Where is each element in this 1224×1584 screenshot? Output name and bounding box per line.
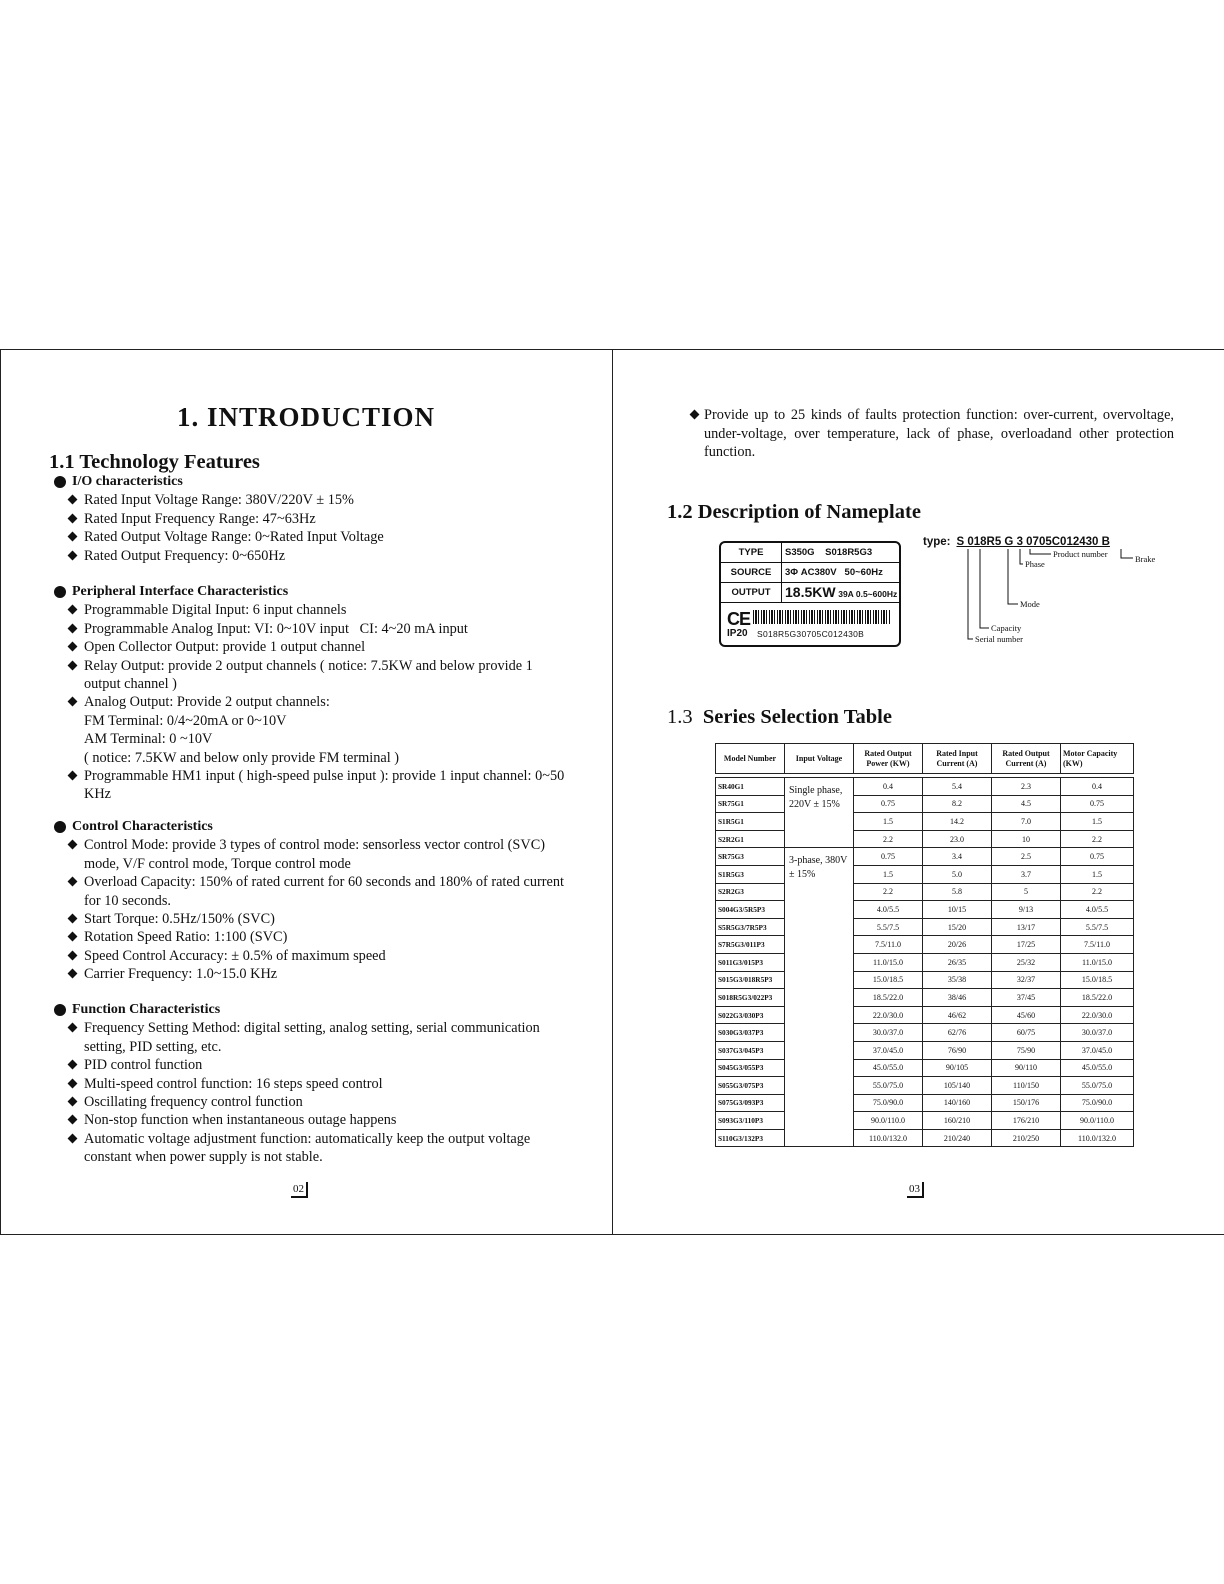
- cell-value: 90.0/110.0: [1061, 1112, 1134, 1130]
- cell-model: SR75G3: [716, 848, 785, 866]
- diamond-bullet-icon: [68, 840, 78, 850]
- cell-value: 176/210: [992, 1112, 1061, 1130]
- list-item: Carrier Frequency: 1.0~15.0 KHz: [52, 965, 572, 983]
- group-control: [52, 818, 572, 984]
- cell-value: 90.0/110.0: [854, 1112, 923, 1130]
- cell-value: 75.0/90.0: [854, 1094, 923, 1112]
- list-item: Analog Output: Provide 2 output channels:: [52, 693, 572, 711]
- cell-value: 110/150: [992, 1077, 1061, 1095]
- cell-value: 15/20: [923, 918, 992, 936]
- table-row: [716, 1041, 1134, 1059]
- nameplate-image: [719, 541, 901, 647]
- cell-value: 45.0/55.0: [854, 1059, 923, 1077]
- diamond-bullet-icon: [68, 1023, 78, 1033]
- list-item: Speed Control Accuracy: ± 0.5% of maximum speed: [52, 947, 572, 965]
- list-item: Automatic voltage adjustment function: automatically keep the output voltage constant when power supply is not stable.: [52, 1130, 572, 1167]
- cell-value: 4.0/5.5: [854, 901, 923, 919]
- cell-model: S1R5G3: [716, 865, 785, 883]
- cell-value: 160/210: [923, 1112, 992, 1130]
- list-item: Rated Output Frequency: 0~650Hz: [52, 547, 572, 565]
- list-item: Relay Output: provide 2 output channels ( notice: 7.5KW and below provide 1 output channel ): [52, 657, 572, 694]
- table-header-row: [716, 744, 1134, 774]
- cell-value: 22.0/30.0: [854, 1006, 923, 1024]
- cell-model: S045G3/055P3: [716, 1059, 785, 1077]
- cell-model: S5R5G3/7R5P3: [716, 918, 785, 936]
- bullet-dot-icon: [54, 821, 66, 833]
- list-item: Multi-speed control function: 16 steps speed control: [52, 1075, 572, 1093]
- diamond-bullet-icon: [68, 1078, 78, 1088]
- list-item: PID control function: [52, 1056, 572, 1074]
- table-row: [716, 1024, 1134, 1042]
- cell-value: 2.2: [854, 883, 923, 901]
- cell-value: 17/25: [992, 936, 1061, 954]
- group-io: [52, 473, 572, 565]
- cell-value: 4.0/5.5: [1061, 901, 1134, 919]
- cell-model: S011G3/015P3: [716, 953, 785, 971]
- col-header: Rated Input Current (A): [923, 744, 992, 774]
- table-row: [716, 971, 1134, 989]
- list-item: Non-stop function when instantaneous outage happens: [52, 1111, 572, 1129]
- diamond-bullet-icon: [68, 1060, 78, 1070]
- diamond-bullet-icon: [68, 969, 78, 979]
- list-item: Rated Input Frequency Range: 47~63Hz: [52, 510, 572, 528]
- diamond-bullet-icon: [68, 771, 78, 781]
- cell-value: 55.0/75.0: [1061, 1077, 1134, 1095]
- label-phase: Phase: [1025, 559, 1045, 569]
- cell-value: 0.75: [854, 795, 923, 813]
- diamond-bullet-icon: [68, 1115, 78, 1125]
- cell-value: 5.0: [923, 865, 992, 883]
- cell-value: 9/13: [992, 901, 1061, 919]
- diamond-bullet-icon: [68, 932, 78, 942]
- cell-value: 1.5: [1061, 813, 1134, 831]
- cell-value: 15.0/18.5: [1061, 971, 1134, 989]
- cell-value: 14.2: [923, 813, 992, 831]
- diamond-bullet-icon: [68, 697, 78, 707]
- nameplate-output-value: 18.5KW 39A 0.5~600Hz: [785, 584, 898, 600]
- cell-value: 45.0/55.0: [1061, 1059, 1134, 1077]
- bullet-dot-icon: [54, 476, 66, 488]
- left-page: [0, 350, 612, 1234]
- col-header: Motor Capacity (KW): [1061, 744, 1134, 774]
- type-code-diagram: [923, 536, 1163, 656]
- cell-value: 2.2: [854, 830, 923, 848]
- cell-value: 37/45: [992, 989, 1061, 1007]
- cell-value: 26/35: [923, 953, 992, 971]
- cell-model: S075G3/093P3: [716, 1094, 785, 1112]
- nameplate-type-label: TYPE: [721, 543, 782, 562]
- cell-value: 55.0/75.0: [854, 1077, 923, 1095]
- type-code-text: type: S 018R5 G 3 0705C012430 B: [923, 536, 1110, 548]
- label-mode: Mode: [1020, 599, 1040, 609]
- cell-value: 25/32: [992, 953, 1061, 971]
- diamond-bullet-icon: [68, 550, 78, 560]
- cell-value: 35/38: [923, 971, 992, 989]
- list-item: Programmable HM1 input ( high-speed pulse input ): provide 1 input channel: 0~50 KHz: [52, 767, 572, 804]
- cell-model: S093G3/110P3: [716, 1112, 785, 1130]
- cell-model: S004G3/5R5P3: [716, 901, 785, 919]
- table-row: [716, 936, 1134, 954]
- cell-model: S015G3/018R5P3: [716, 971, 785, 989]
- cell-value: 110.0/132.0: [1061, 1129, 1134, 1147]
- table-row: [716, 813, 1134, 831]
- cell-model: S110G3/132P3: [716, 1129, 785, 1147]
- cell-value: 18.5/22.0: [1061, 989, 1134, 1007]
- section-title-series-table: 1.3 Series Selection Table: [667, 706, 892, 728]
- cell-value: 37.0/45.0: [1061, 1041, 1134, 1059]
- col-header: Rated Output Current (A): [992, 744, 1061, 774]
- list-item: Open Collector Output: provide 1 output channel: [52, 638, 572, 656]
- table-row: [716, 848, 1134, 866]
- bullet-dot-icon: [54, 1004, 66, 1016]
- table-row: [716, 1006, 1134, 1024]
- cell-input-voltage: Single phase, 220V ± 15%: [785, 778, 854, 848]
- cell-value: 46/62: [923, 1006, 992, 1024]
- cell-value: 11.0/15.0: [1061, 953, 1134, 971]
- cell-value: 5: [992, 883, 1061, 901]
- cell-value: 45/60: [992, 1006, 1061, 1024]
- cell-value: 210/240: [923, 1129, 992, 1147]
- group-function: [52, 1001, 572, 1167]
- cell-value: 3.4: [923, 848, 992, 866]
- table-row: [716, 778, 1134, 796]
- cell-model: S022G3/030P3: [716, 1006, 785, 1024]
- label-product-number: Product number: [1053, 549, 1108, 559]
- section-title-nameplate: 1.2 Description of Nameplate: [667, 501, 921, 523]
- nameplate-output-label: OUTPUT: [721, 583, 782, 602]
- cell-value: 90/105: [923, 1059, 992, 1077]
- table-row: [716, 1059, 1134, 1077]
- cell-value: 7.5/11.0: [1061, 936, 1134, 954]
- cell-model: S2R2G1: [716, 830, 785, 848]
- table-row: [716, 883, 1134, 901]
- cell-model: SR75G1: [716, 795, 785, 813]
- cell-value: 32/37: [992, 971, 1061, 989]
- cell-value: 30.0/37.0: [1061, 1024, 1134, 1042]
- chapter-title: 1. INTRODUCTION: [176, 402, 436, 432]
- list-item: Programmable Analog Input: VI: 0~10V input CI: 4~20 mA input: [52, 620, 572, 638]
- diamond-bullet-icon: [68, 623, 78, 633]
- ce-mark-icon: CE: [727, 609, 751, 629]
- cell-value: 75/90: [992, 1041, 1061, 1059]
- list-item: Oscillating frequency control function: [52, 1093, 572, 1111]
- cell-model: S2R2G3: [716, 883, 785, 901]
- cell-value: 8.2: [923, 795, 992, 813]
- cell-value: 2.5: [992, 848, 1061, 866]
- bullet-dot-icon: [54, 586, 66, 598]
- cell-value: 150/176: [992, 1094, 1061, 1112]
- list-item: Frequency Setting Method: digital setting, analog setting, serial communication setting, PID setting, etc.: [52, 1019, 572, 1056]
- table-row: [716, 901, 1134, 919]
- diamond-bullet-icon: [690, 410, 700, 420]
- group-peripheral-title: Peripheral Interface Characteristics: [52, 583, 572, 601]
- analog-line: FM Terminal: 0/4~20mA or 0~10V: [84, 712, 287, 729]
- cell-value: 0.75: [854, 848, 923, 866]
- cell-value: 4.5: [992, 795, 1061, 813]
- cell-model: S7R5G3/011P3: [716, 936, 785, 954]
- group-function-title: Function Characteristics: [52, 1001, 572, 1019]
- nameplate-ip-rating: IP20: [727, 628, 748, 639]
- cell-model: S037G3/045P3: [716, 1041, 785, 1059]
- nameplate-source-value: 3Φ AC380V 50~60Hz: [785, 567, 883, 578]
- label-serial-number: Serial number: [975, 634, 1023, 644]
- cell-value: 1.5: [1061, 865, 1134, 883]
- list-item: Rated Output Voltage Range: 0~Rated Input Voltage: [52, 528, 572, 546]
- right-page: [613, 350, 1224, 1234]
- diamond-bullet-icon: [68, 605, 78, 615]
- cell-value: 0.75: [1061, 848, 1134, 866]
- cell-value: 2.2: [1061, 883, 1134, 901]
- col-header: Rated Output Power (KW): [854, 744, 923, 774]
- diamond-bullet-icon: [68, 642, 78, 652]
- section-title-technology-features: 1.1 Technology Features: [49, 451, 260, 473]
- diamond-bullet-icon: [68, 950, 78, 960]
- diamond-bullet-icon: [68, 532, 78, 542]
- cell-value: 76/90: [923, 1041, 992, 1059]
- table-row: [716, 1077, 1134, 1095]
- list-item: Rated Input Voltage Range: 380V/220V ± 15%: [52, 491, 572, 509]
- diamond-bullet-icon: [68, 495, 78, 505]
- analog-line: ( notice: 7.5KW and below only provide FM terminal ): [84, 749, 399, 766]
- cell-value: 5.5/7.5: [854, 918, 923, 936]
- cell-value: 0.4: [1061, 778, 1134, 796]
- list-item: Control Mode: provide 3 types of control mode: sensorless vector control (SVC) mode, V/F control mode, Torque control mode: [52, 836, 572, 873]
- table-row: [716, 953, 1134, 971]
- cell-value: 5.5/7.5: [1061, 918, 1134, 936]
- cell-value: 3.7: [992, 865, 1061, 883]
- cell-model: S055G3/075P3: [716, 1077, 785, 1095]
- cell-value: 5.4: [923, 778, 992, 796]
- cell-input-voltage: 3-phase, 380V ± 15%: [785, 848, 854, 1147]
- cell-model: S030G3/037P3: [716, 1024, 785, 1042]
- nameplate-source-label: SOURCE: [721, 563, 782, 582]
- group-control-title: Control Characteristics: [52, 818, 572, 836]
- cell-value: 62/76: [923, 1024, 992, 1042]
- barcode-icon: [753, 610, 891, 624]
- cell-value: 10: [992, 830, 1061, 848]
- col-header: Input Voltage: [785, 744, 854, 774]
- cell-model: S1R5G1: [716, 813, 785, 831]
- type-code-leader-lines: [923, 536, 1163, 656]
- diamond-bullet-icon: [68, 1097, 78, 1107]
- table-row: [716, 1112, 1134, 1130]
- table-row: [716, 1094, 1134, 1112]
- cell-value: 1.5: [854, 813, 923, 831]
- nameplate-type-value: S350G S018R5G3: [785, 547, 873, 558]
- diamond-bullet-icon: [68, 1133, 78, 1143]
- nameplate-row-type: [721, 543, 899, 563]
- cell-value: 10/15: [923, 901, 992, 919]
- table-row: [716, 865, 1134, 883]
- diamond-bullet-icon: [68, 877, 78, 887]
- cell-value: 105/140: [923, 1077, 992, 1095]
- page-number: 02: [291, 1182, 308, 1198]
- cell-value: 23.0: [923, 830, 992, 848]
- cell-value: 210/250: [992, 1129, 1061, 1147]
- group-peripheral: [52, 583, 572, 804]
- group-io-title: I/O characteristics: [52, 473, 572, 491]
- cell-value: 90/110: [992, 1059, 1061, 1077]
- cell-value: 20/26: [923, 936, 992, 954]
- cell-model: SR40G1: [716, 778, 785, 796]
- list-item: Start Torque: 0.5Hz/150% (SVC): [52, 910, 572, 928]
- table-row: [716, 795, 1134, 813]
- cell-value: 22.0/30.0: [1061, 1006, 1134, 1024]
- list-item: Rotation Speed Ratio: 1:100 (SVC): [52, 928, 572, 946]
- page-number: 03: [907, 1182, 924, 1198]
- label-brake: Brake: [1135, 554, 1156, 564]
- cell-value: 0.75: [1061, 795, 1134, 813]
- cell-value: 18.5/22.0: [854, 989, 923, 1007]
- nameplate-serial: S018R5G30705C012430B: [757, 629, 865, 639]
- book-spread: [0, 349, 1224, 1235]
- table-row: [716, 1129, 1134, 1147]
- cell-value: 2.3: [992, 778, 1061, 796]
- cell-value: 7.5/11.0: [854, 936, 923, 954]
- cell-value: 0.4: [854, 778, 923, 796]
- cell-value: 38/46: [923, 989, 992, 1007]
- cell-value: 110.0/132.0: [854, 1129, 923, 1147]
- cell-value: 1.5: [854, 865, 923, 883]
- nameplate-row-output: [721, 583, 899, 603]
- series-selection-table: [715, 743, 1134, 1147]
- cell-value: 13/17: [992, 918, 1061, 936]
- cell-model: S018R5G3/022P3: [716, 989, 785, 1007]
- list-item: Overload Capacity: 150% of rated current for 60 seconds and 180% of rated current for 10 seconds.: [52, 873, 572, 910]
- table-row: [716, 830, 1134, 848]
- cell-value: 37.0/45.0: [854, 1041, 923, 1059]
- cell-value: 2.2: [1061, 830, 1134, 848]
- protection-bullet: Provide up to 25 kinds of faults protection function: over-current, overvoltage, under-voltage, over temperature, lack of phase, overloadand other protection function.: [689, 406, 1174, 462]
- col-header: Model Number: [716, 744, 785, 774]
- diamond-bullet-icon: [68, 914, 78, 924]
- analog-line: AM Terminal: 0 ~10V: [84, 731, 213, 748]
- cell-value: 75.0/90.0: [1061, 1094, 1134, 1112]
- cell-value: 5.8: [923, 883, 992, 901]
- cell-value: 11.0/15.0: [854, 953, 923, 971]
- cell-value: 15.0/18.5: [854, 971, 923, 989]
- table-row: [716, 989, 1134, 1007]
- cell-value: 140/160: [923, 1094, 992, 1112]
- table-row: [716, 918, 1134, 936]
- label-capacity: Capacity: [991, 623, 1022, 633]
- cell-value: 60/75: [992, 1024, 1061, 1042]
- nameplate-row-source: [721, 563, 899, 583]
- diamond-bullet-icon: [68, 660, 78, 670]
- diamond-bullet-icon: [68, 513, 78, 523]
- list-item: Programmable Digital Input: 6 input channels: [52, 601, 572, 619]
- cell-value: 7.0: [992, 813, 1061, 831]
- cell-value: 30.0/37.0: [854, 1024, 923, 1042]
